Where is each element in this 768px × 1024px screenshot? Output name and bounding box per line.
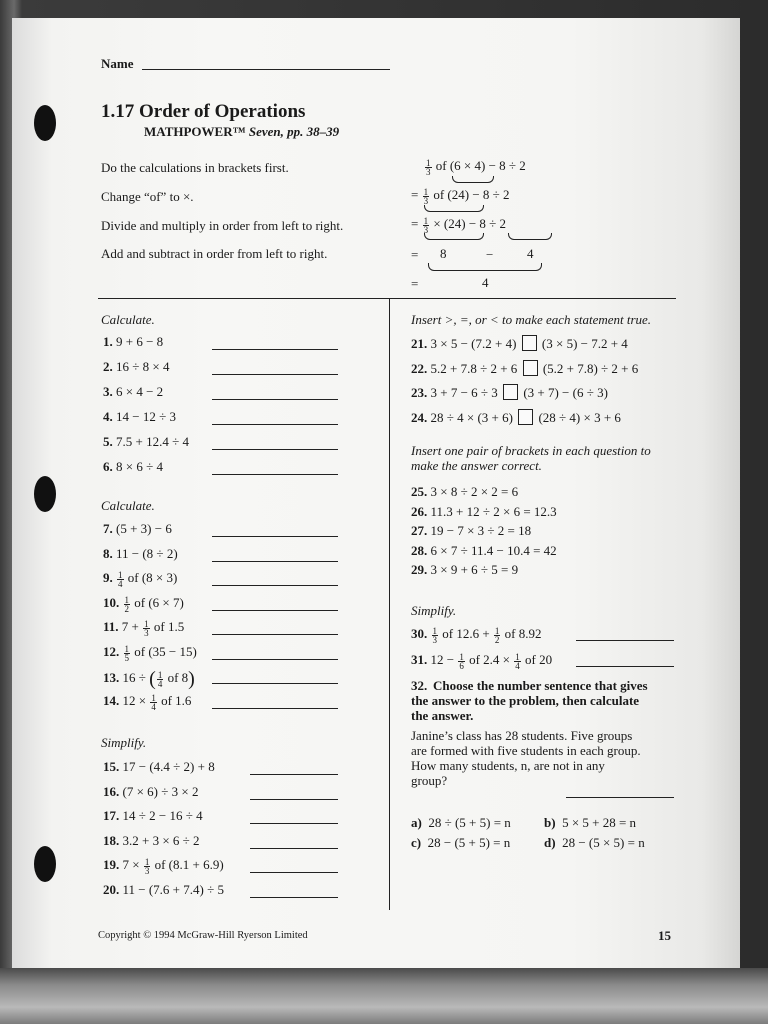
rule-4: Add and subtract in order from left to right. — [101, 246, 328, 261]
column-divider — [389, 298, 390, 910]
answer-line-20[interactable] — [250, 897, 338, 898]
fraction-one-third: $\frac{1}{3}$ — [426, 158, 431, 177]
answer-line-18[interactable] — [250, 848, 338, 849]
answer-line-13[interactable] — [212, 683, 338, 684]
brace-of — [424, 205, 484, 212]
rule-2: Change “of” to ×. — [101, 189, 194, 204]
question-21: 21. 3 × 5 − (7.2 + 4) (3 × 5) − 7.2 + 4 — [411, 336, 628, 351]
comparison-box[interactable] — [523, 360, 538, 376]
question-25: 25. 3 × 8 ÷ 2 × 2 = 6 — [411, 484, 519, 499]
question-32-number: 32. — [411, 678, 428, 693]
page-number: 15 — [658, 928, 671, 943]
comparison-box[interactable] — [503, 384, 518, 400]
section-a-heading: Calculate. — [101, 312, 155, 327]
fraction: $\frac{1}{4}$ — [151, 692, 156, 712]
example-line-3: = $\frac{1}{3}$ × (24) − 8 ÷ 2 — [411, 216, 507, 235]
fraction: $\frac{1}{3}$ — [144, 619, 149, 638]
comparison-box[interactable] — [518, 409, 533, 425]
answer-line-14[interactable] — [212, 708, 338, 709]
answer-line-9[interactable] — [212, 585, 338, 586]
brace-multiply — [424, 233, 484, 240]
problem-line-4: group? — [411, 773, 448, 788]
question-7: 7. (5 + 3) − 6 — [103, 521, 172, 536]
section-e-heading-2: make the answer correct. — [411, 458, 542, 473]
comparison-box[interactable] — [522, 335, 537, 351]
question-9: 9. $\frac{1}{4}$ of (8 × 3) — [103, 570, 178, 589]
answer-line-7[interactable] — [212, 536, 338, 537]
horizontal-divider — [98, 298, 676, 299]
question-16: 16. (7 × 6) ÷ 3 × 2 — [103, 783, 199, 799]
fraction: $\frac{1}{5}$ — [124, 643, 129, 663]
fraction: $\frac{1}{4}$ — [118, 570, 123, 589]
section-e-heading-1: Insert one pair of brackets in each question to — [411, 443, 651, 458]
question-13: 13. 16 ÷ ( $\frac{1}{4}$ of 8) — [103, 668, 195, 690]
problem-line-2: are formed with five students in each group. — [411, 743, 641, 758]
answer-line-32[interactable] — [566, 797, 674, 798]
copyright: Copyright © 1994 McGraw-Hill Ryerson Limited — [98, 930, 308, 941]
question-15: 15. 17 − (4.4 ÷ 2) + 8 — [103, 759, 215, 774]
brace-subtract — [428, 263, 542, 271]
answer-line-12[interactable] — [212, 659, 338, 660]
question-22: 22. 5.2 + 7.8 ÷ 2 + 6 (5.2 + 7.8) ÷ 2 + 6 — [411, 360, 639, 376]
answer-line-2[interactable] — [212, 374, 338, 375]
section-c-heading: Simplify. — [101, 735, 147, 750]
section-d-heading: Insert >, =, or < to make each statement true. — [411, 312, 652, 327]
question-32-line-3: the answer. — [411, 708, 474, 723]
question-11: 11. 7 + $\frac{1}{3}$ of 1.5 — [103, 619, 185, 638]
fraction: $\frac{1}{4}$ — [157, 670, 163, 689]
question-29: 29. 3 × 9 + 6 ÷ 5 = 9 — [411, 562, 519, 577]
question-20: 20. 11 − (7.6 + 7.4) ÷ 5 — [103, 881, 224, 897]
question-5: 5. 7.5 + 12.4 ÷ 4 — [103, 434, 189, 449]
question-14: 14. 12 × $\frac{1}{4}$ of 1.6 — [103, 692, 192, 712]
answer-line-31[interactable] — [576, 666, 674, 667]
answer-line-11[interactable] — [212, 634, 338, 635]
question-8: 8. 11 − (8 ÷ 2) — [103, 545, 178, 561]
question-32-line-2: the answer to the problem, then calculate — [411, 693, 640, 708]
question-19: 19. 7 × $\frac{1}{3}$ of (8.1 + 6.9) — [103, 857, 224, 876]
question-27: 27. 19 − 7 × 3 ÷ 2 = 18 — [411, 523, 532, 538]
section-f-heading: Simplify. — [411, 603, 457, 618]
answer-line-4[interactable] — [212, 424, 338, 425]
question-10: 10. $\frac{1}{2}$ of (6 × 7) — [103, 594, 184, 614]
question-26: 26. 11.3 + 12 ÷ 2 × 6 = 12.3 — [411, 503, 557, 519]
fraction: $\frac{1}{2}$ — [124, 594, 129, 614]
question-31: 31. 12 − $\frac{1}{6}$ of 2.4 × $\frac{1}{4}$ of 20 — [411, 652, 553, 671]
question-6: 6. 8 × 6 ÷ 4 — [103, 459, 163, 474]
subtitle-ref: Seven, pp. 38–39 — [248, 124, 340, 139]
option-a[interactable]: a) 28 ÷ (5 + 5) = n — [411, 815, 511, 830]
example-line-4-a: 8 — [440, 246, 447, 261]
page-subtitle — [144, 124, 339, 140]
option-d[interactable]: d) 28 − (5 × 5) = n — [544, 835, 645, 850]
question-32-line-1: Choose the number sentence that gives — [433, 678, 648, 693]
question-12: 12. $\frac{1}{5}$ of (35 − 15) — [103, 643, 197, 663]
question-18: 18. 3.2 + 3 × 6 ÷ 2 — [103, 832, 200, 848]
binder-hole-top — [34, 105, 56, 141]
answer-line-1[interactable] — [212, 349, 338, 350]
example-line-5: 4 — [482, 275, 489, 290]
example-line-4-op: − — [486, 247, 494, 262]
answer-line-30[interactable] — [576, 640, 674, 641]
answer-line-8[interactable] — [212, 561, 338, 562]
example-line-4-b: 4 — [527, 246, 534, 261]
fraction: $\frac{1}{3}$ — [144, 857, 150, 876]
section-b-heading: Calculate. — [101, 498, 155, 513]
question-4: 4. 14 − 12 ÷ 3 — [103, 409, 176, 424]
question-2: 2. 16 ÷ 8 × 4 — [103, 359, 170, 374]
question-3: 3. 6 × 4 − 2 — [103, 384, 164, 399]
example-line-1: $\frac{1}{3}$ of (6 × 4) − 8 ÷ 2 — [426, 158, 526, 177]
answer-line-3[interactable] — [212, 399, 338, 400]
answer-line-19[interactable] — [250, 872, 338, 873]
rule-1: Do the calculations in brackets first. — [101, 160, 289, 175]
brace-brackets — [452, 176, 494, 183]
binder-hole-middle — [34, 476, 56, 512]
example-line-2: = $\frac{1}{3}$ of (24) − 8 ÷ 2 — [411, 187, 510, 206]
scan-bottom-shadow — [0, 968, 768, 1024]
question-30: 30. $\frac{1}{3}$ of 12.6 + $\frac{1}{2}$ of 8.92 — [411, 626, 542, 645]
problem-line-3: How many students, n, are not in any — [411, 758, 605, 773]
option-b[interactable]: b) 5 × 5 + 28 = n — [544, 815, 637, 830]
example-eq-4: = — [411, 247, 419, 262]
page-title: 1.17 Order of Operations — [101, 101, 306, 122]
answer-line-15[interactable] — [250, 774, 338, 775]
question-1: 1. 9 + 6 − 8 — [103, 334, 164, 349]
brace-divide — [508, 233, 552, 240]
subtitle-brand: MATHPOWER™ — [144, 124, 246, 139]
answer-line-5[interactable] — [212, 449, 338, 450]
answer-line-6[interactable] — [212, 474, 338, 475]
option-c[interactable]: c) 28 − (5 + 5) = n — [411, 835, 511, 850]
question-17: 17. 14 ÷ 2 − 16 ÷ 4 — [103, 808, 203, 823]
name-label: Name — [101, 56, 134, 71]
answer-line-17[interactable] — [250, 823, 338, 824]
answer-line-16[interactable] — [250, 799, 338, 800]
answer-line-10[interactable] — [212, 610, 338, 611]
question-24: 24. 28 ÷ 4 × (3 + 6) (28 ÷ 4) × 3 + 6 — [411, 409, 621, 425]
name-blank-line — [142, 69, 390, 70]
question-28: 28. 6 × 7 ÷ 11.4 − 10.4 = 42 — [411, 542, 557, 558]
rule-3: Divide and multiply in order from left to right. — [101, 218, 344, 233]
question-23: 23. 3 + 7 − 6 ÷ 3 (3 + 7) − (6 ÷ 3) — [411, 385, 608, 400]
problem-line-1: Janine’s class has 28 students. Five groups — [411, 728, 633, 743]
binder-hole-bottom — [34, 846, 56, 882]
example-eq-5: = — [411, 276, 419, 291]
